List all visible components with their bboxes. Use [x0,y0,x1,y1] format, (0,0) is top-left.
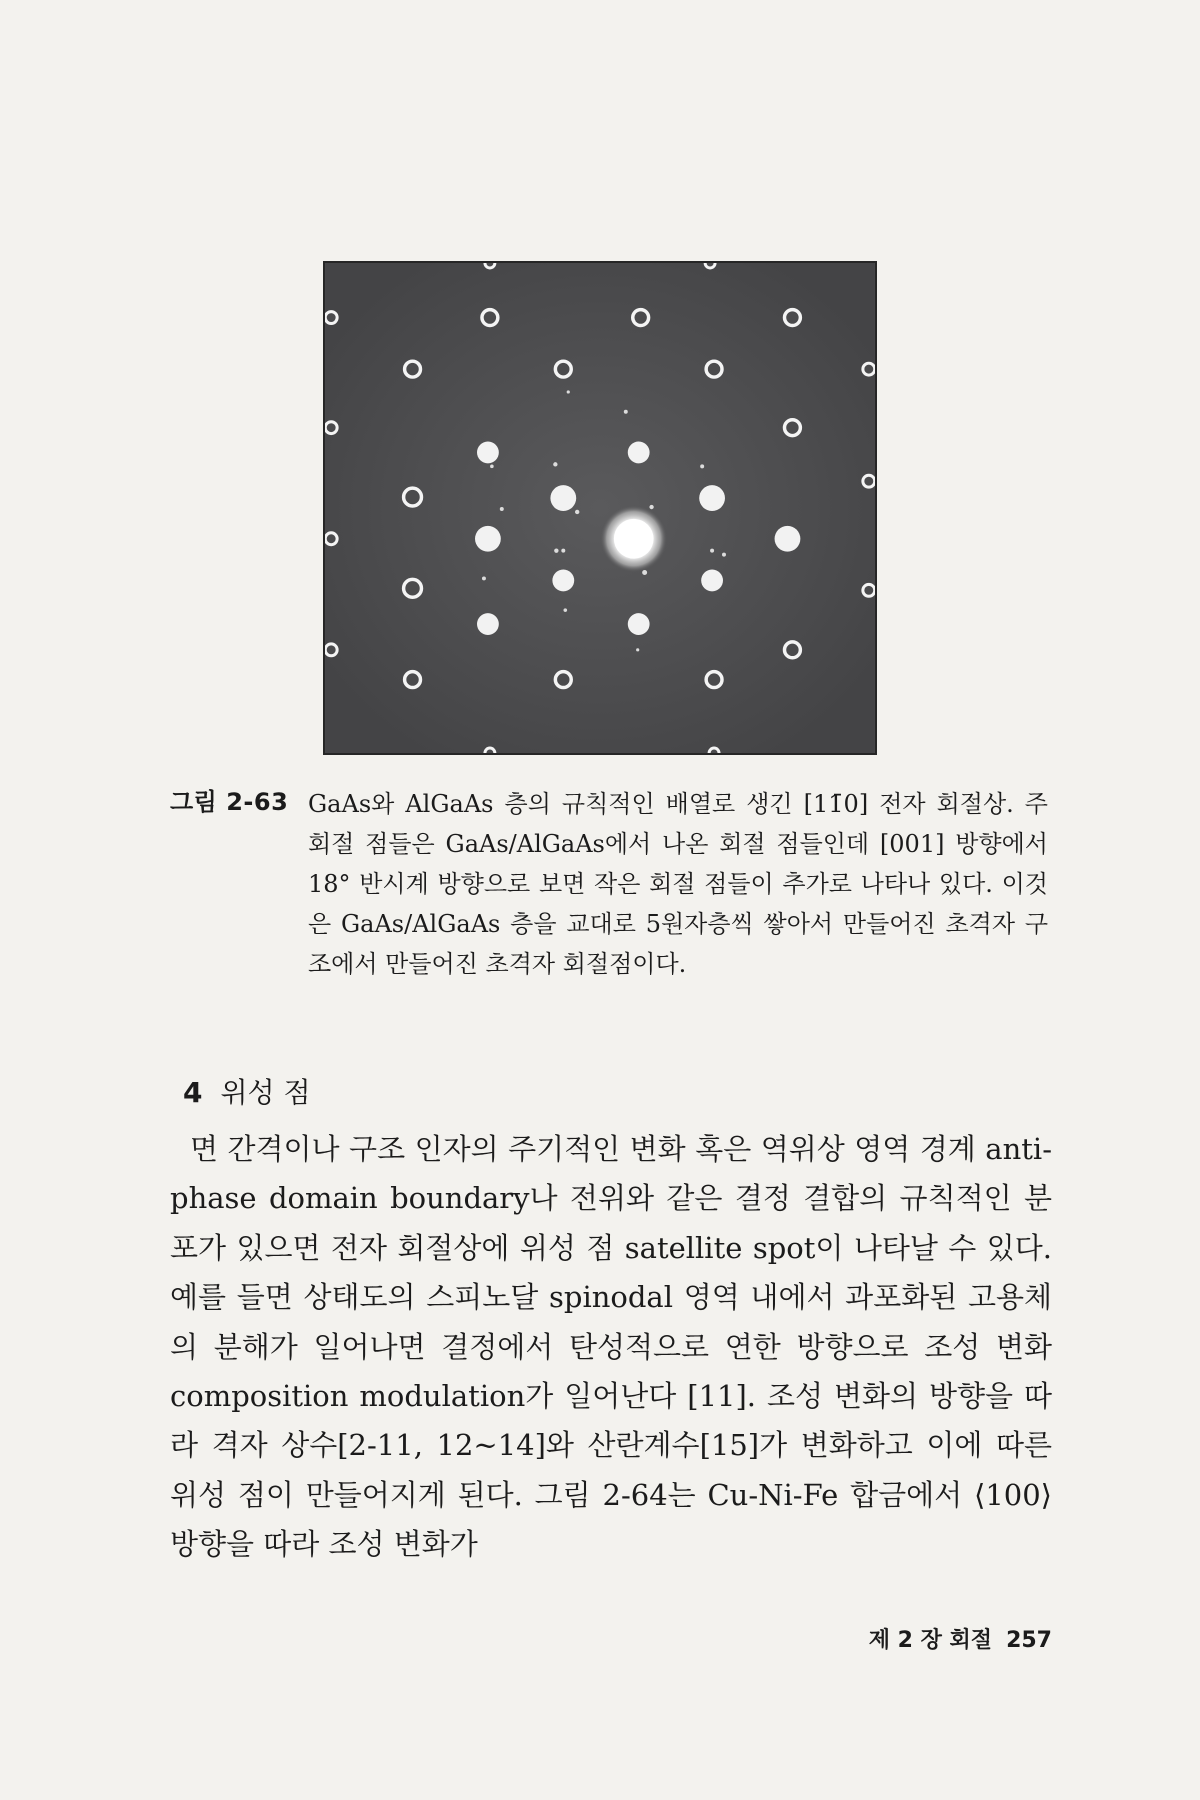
chapter-title: 제 2 장 회절 [868,1628,993,1653]
section-heading [183,1073,311,1113]
diffraction-pattern-figure [323,261,877,755]
page-number: 257 [1006,1628,1052,1653]
section-title: 위성 점 [220,1076,311,1109]
body-paragraph: 면 간격이나 구조 인자의 주기적인 변화 혹은 역위상 영역 경계 anti-phase domain boundary나 전위와 같은 결정 결합의 규칙적인 분포가 있으면 전자 회절상에 위성 점 satellite spot이 나타날 수 있다. 예를 들면 상태도의 스피노달 spinodal 영역 내에서 과포화된 고용체의 분해가 일어나면 결정에서 탄성적으로 연한 방향으로 조성 변화 composition modulation가 일어난다 [11]. 조성 변화의 방향을 따라 격자 상수[2-11, 12~14]와 산란계수[15]가 변화하고 이에 따른 위성 점이 만들어지게 된다. 그림 2-64는 Cu-Ni-Fe 합금에서 ⟨100⟩ 방향을 따라 조성 변화가 [170,1132,1052,1562]
page-footer [869,1626,1052,1656]
diffraction-pattern-image [325,263,875,753]
section-number: 4 [183,1076,203,1109]
figure-caption: GaAs와 AlGaAs 층의 규칙적인 배열로 생긴 [11̄0] 전자 회절상. 주 회절 점들은 GaAs/AlGaAs에서 나온 회절 점들인데 [001] 방향에서 18° 반시계 방향으로 보면 작은 회절 점들이 추가로 나타나 있다. 이것은 GaAs/AlGaAs 층을 교대로 5원자층씩 쌓아서 만들어진 초격자 구조에서 만들어진 초격자 회절점이다. [308,790,1048,978]
figure-label: 그림 2-63 [170,788,289,816]
